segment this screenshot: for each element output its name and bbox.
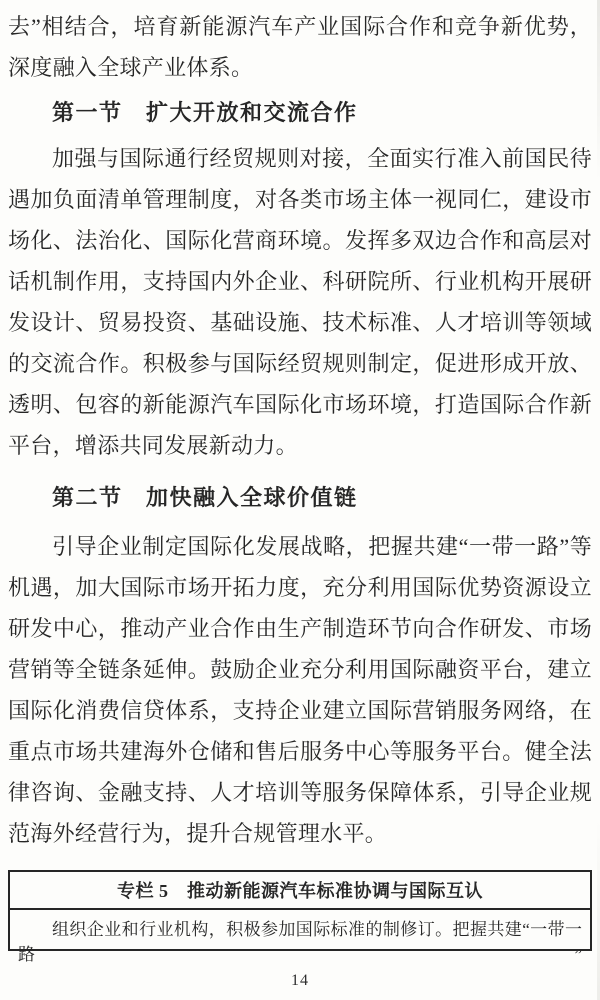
body-paragraph-continuation: 去”相结合，培育新能源汽车产业国际合作和竞争新优势，深度融入全球产业体系。 <box>8 14 592 80</box>
section-heading-2: 第二节 加快融入全球价值链 <box>52 485 358 510</box>
page-number: 14 <box>291 972 309 989</box>
body-paragraph-2: 引导企业制定国际化发展战略，把握共建“一带一路”等机遇，加大国际市场开拓力度，充分利用国际优势资源设立研发中心，推动产业合作由生产制造环节向合作研发、市场营销等全链条延伸。鼓励企业充分利用国际融资平台，建立国际化消费信贷体系，支持企业建立国际营销服务网络，在重点市场共建海外仓储和售后服务中心等服务平台。健全法律咨询、金融支持、人才培训等服务保障体系，引导企业规范海外经营行为，提升合规管理水平。 <box>8 534 592 846</box>
body-paragraph-1: 加强与国际通行经贸规则对接，全面实行准入前国民待遇加负面清单管理制度，对各类市场主体一视同仁，建设市场化、法治化、国际化营商环境。发挥多双边合作和高层对话机制作用，支持国内外企业、科研院所、行业机构开展研发设计、贸易投资、基础设施、技术标准、人才培训等领域的交流合作。积极参与国际经贸规则制定，促进形成开放、透明、包容的新能源汽车国际化市场环境，打造国际合作新平台，增添共同发展新动力。 <box>8 146 592 458</box>
callout-box-title: 专栏 5 推动新能源汽车标准协调与国际互认 <box>10 872 590 910</box>
section-heading-1: 第一节 扩大开放和交流合作 <box>52 100 358 125</box>
callout-box-body-text: 组织企业和行业机构，积极参加国际标准的制修订。把握共建“一带一路” <box>18 920 582 964</box>
callout-box-column-5 <box>8 870 592 964</box>
